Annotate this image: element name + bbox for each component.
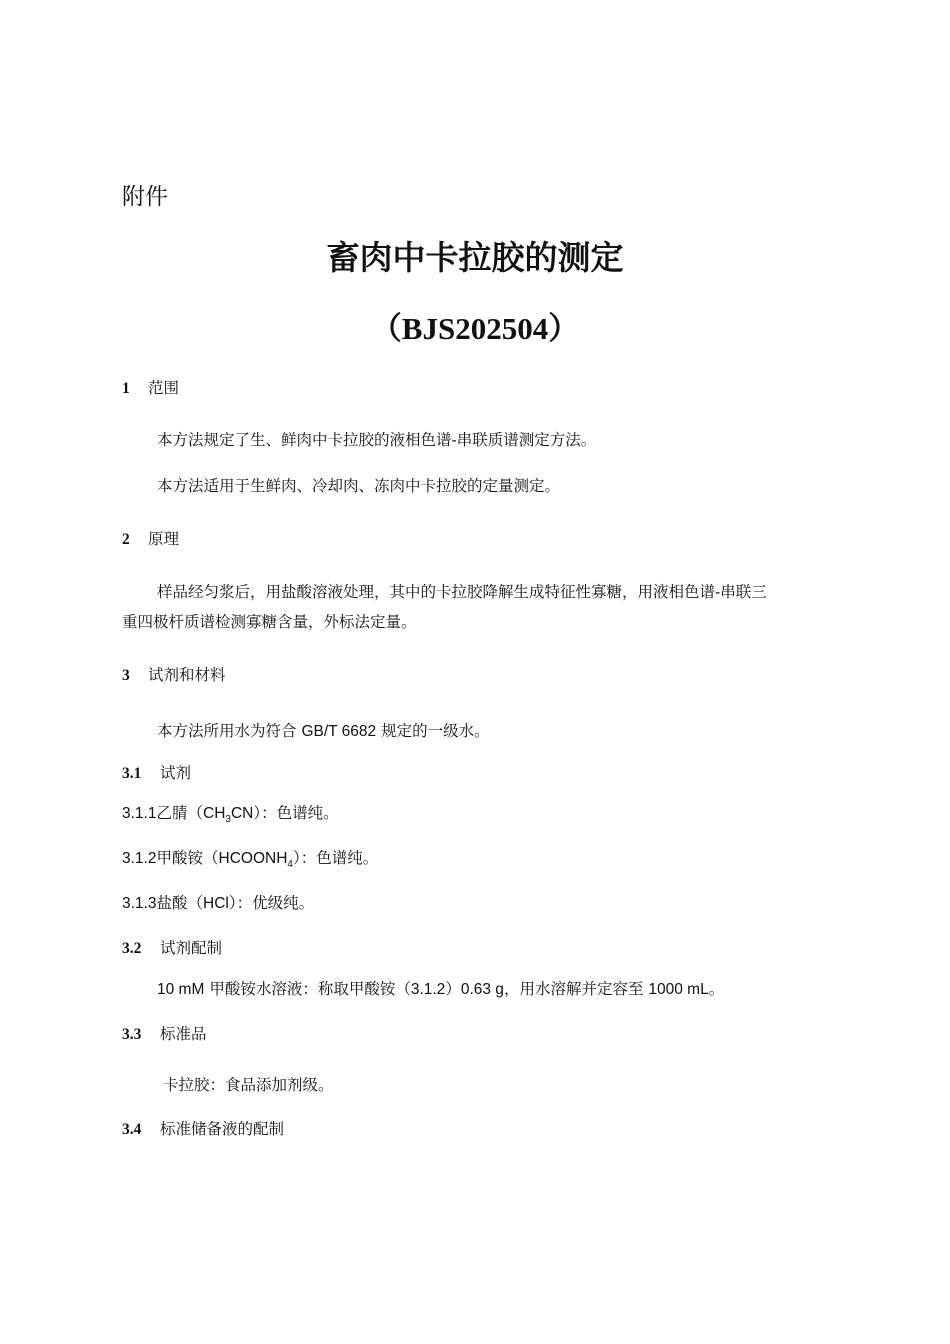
- subsection-title: 试剂配制: [160, 939, 223, 957]
- formula: $CH_3CN$: [203, 805, 254, 826]
- reagent-name: 乙腈（: [156, 804, 203, 822]
- subsection-title: 标准储备液的配制: [160, 1120, 285, 1138]
- subsection-3-4-heading: [122, 1117, 284, 1139]
- section-1-heading: [122, 376, 179, 398]
- formula: HCl: [203, 895, 229, 912]
- reagent-grade: ）：优级纯。: [228, 894, 315, 912]
- subsection-3-1-heading: [122, 761, 191, 783]
- reagent-preparation-paragraph: [157, 977, 724, 999]
- section-number: 2: [122, 531, 130, 548]
- text: 本方法所用水为符合: [157, 722, 297, 740]
- text: 。: [708, 980, 725, 998]
- text: ）: [445, 980, 461, 998]
- reagent-item-3-1-1: [122, 801, 339, 825]
- section-title: 原理: [148, 530, 180, 548]
- section-3-heading: [122, 663, 226, 685]
- document-title: 畜肉中卡拉胶的测定: [326, 238, 624, 277]
- subsection-number: 3.1: [122, 765, 142, 782]
- document-code: （BJS202504）: [370, 311, 580, 346]
- reference: 3.1.2: [410, 981, 446, 998]
- section-2-paragraph-line-1: 样品经匀浆后，用盐酸溶液处理，其中的卡拉胶降解生成特征性寡糖，用液相色谱-串联三: [157, 583, 767, 601]
- reagent-item-3-1-2: [122, 846, 378, 870]
- item-number: 3.1.1: [122, 805, 157, 822]
- item-number: 3.1.2: [122, 850, 157, 867]
- text: 甲酸铵水溶液：称取甲酸铵（: [209, 980, 411, 998]
- section-number: 1: [122, 380, 130, 397]
- section-number: 3: [122, 667, 130, 684]
- reagent-grade: ）：色谱纯。: [253, 804, 339, 822]
- standard-reference: GB/T 6682: [301, 723, 377, 740]
- section-1-paragraph-1: 本方法规定了生、鲜肉中卡拉胶的液相色谱-串联质谱测定方法。: [157, 431, 597, 449]
- subsection-title: 试剂: [160, 764, 192, 782]
- section-title: 范围: [148, 379, 180, 397]
- reagent-name: 盐酸（: [156, 894, 203, 912]
- reagent-item-3-1-3: [122, 891, 314, 913]
- section-2-heading: [122, 527, 179, 549]
- mass: 0.63 g: [460, 981, 504, 998]
- item-number: 3.1.3: [122, 895, 157, 912]
- reagent-grade: ）：色谱纯。: [292, 849, 379, 867]
- subsection-3-2-heading: [122, 936, 222, 958]
- subsection-title: 标准品: [160, 1025, 207, 1043]
- text: ，用水溶解并定容至: [503, 980, 644, 998]
- section-1-paragraph-2: 本方法适用于生鲜肉、冷却肉、冻肉中卡拉胶的定量测定。: [157, 477, 561, 495]
- subsection-3-3-heading: [122, 1022, 207, 1044]
- section-title: 试剂和材料: [148, 666, 226, 684]
- subsection-number: 3.4: [122, 1121, 142, 1138]
- section-3-paragraph: [157, 719, 490, 741]
- formula: $HCOONH_4$: [218, 850, 293, 871]
- section-2-paragraph-line-2: 重四极杆质谱检测寡糖含量，外标法定量。: [122, 613, 417, 631]
- subsection-number: 3.2: [122, 940, 142, 957]
- concentration: 10 mM: [157, 981, 205, 998]
- reagent-name: 甲酸铵（: [156, 849, 219, 867]
- text: 规定的一级水。: [381, 722, 490, 740]
- attachment-label: 附件: [122, 184, 168, 210]
- subsection-number: 3.3: [122, 1026, 142, 1043]
- standard-material-paragraph: 卡拉胶：食品添加剂级。: [163, 1076, 334, 1094]
- volume: 1000 mL: [648, 981, 709, 998]
